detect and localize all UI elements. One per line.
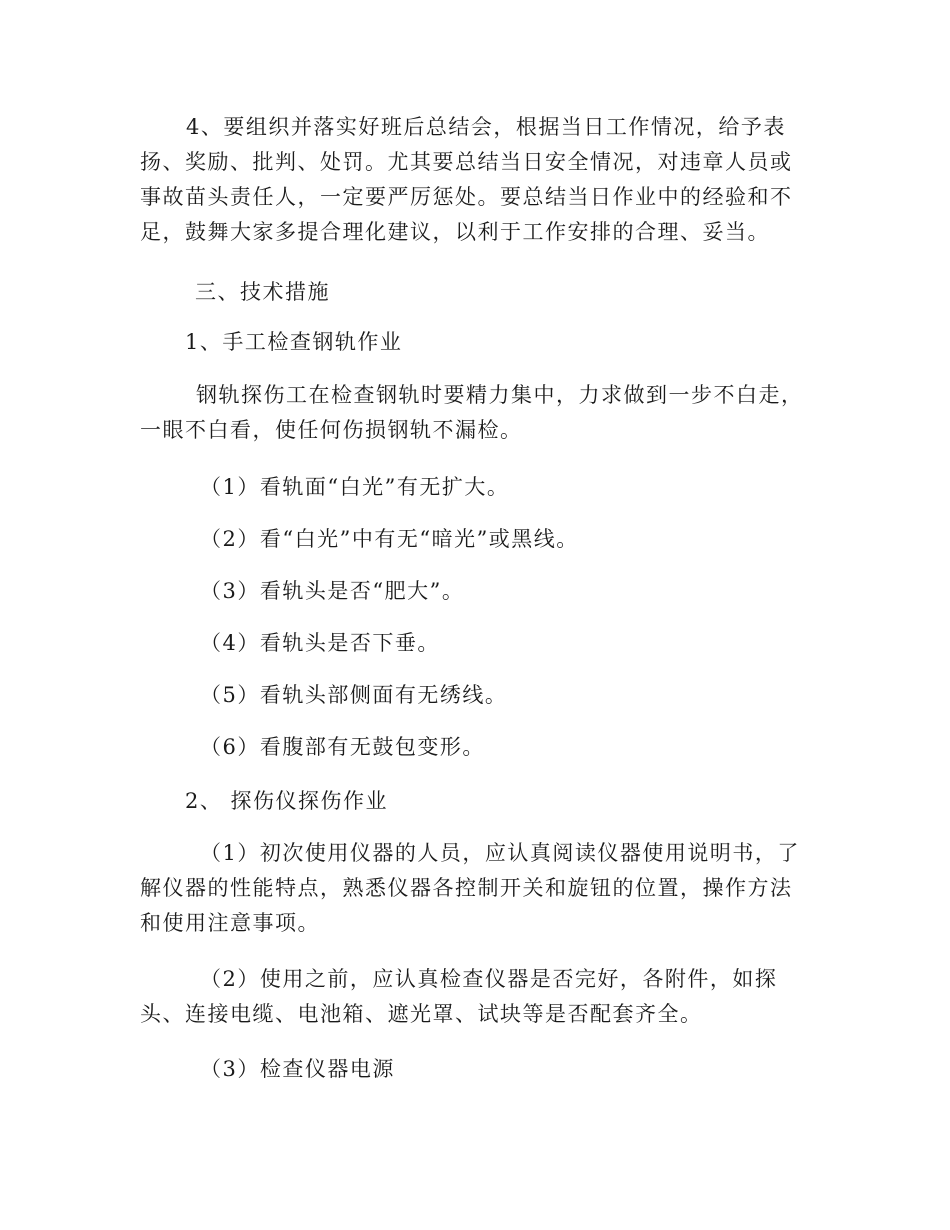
list-item-4: （4）看轨头是否下垂。 xyxy=(200,631,440,655)
subsection-heading-instrument-inspection: 2、 探伤仪探伤作业 xyxy=(185,789,389,813)
section-heading-technical-measures: 三、技术措施 xyxy=(195,280,330,304)
paragraph-instrument-first-use: （1）初次使用仪器的人员，应认真阅读仪器使用说明书，了解仪器的性能特点，熟悉仪器各控制开关和旋钮的位置，操作方法和使用注意事项。 xyxy=(140,841,800,935)
list-item-5: （5）看轨头部侧面有无绣线。 xyxy=(200,683,508,707)
paragraph-summary-meeting: 4、要组织并落实好班后总结会，根据当日工作情况，给予表扬、奖励、批判、处罚。尤其要总结当日安全情况，对违章人员或事故苗头责任人，一定要严厉惩处。要总结当日作业中的经验和不足，鼓舞大家多提合理化建议，以利于工作安排的合理、妥当。 xyxy=(140,115,793,244)
paragraph-instrument-check: （2）使用之前，应认真检查仪器是否完好，各附件，如探头、连接电缆、电池箱、遮光罩、试块等是否配套齐全。 xyxy=(140,967,778,1026)
subsection-heading-manual-inspection: 1、手工检查钢轨作业 xyxy=(185,330,403,354)
paragraph-power-check: （3）检查仪器电源 xyxy=(200,1057,395,1081)
list-item-2: （2）看“白光”中有无“暗光”或黑线。 xyxy=(200,527,579,551)
list-item-1: （1）看轨面“白光”有无扩大。 xyxy=(200,475,510,499)
paragraph-manual-inspection: 钢轨探伤工在检查钢轨时要精力集中，力求做到一步不白走，一眼不白看，使任何伤损钢轨不漏检。 xyxy=(140,383,804,442)
list-item-6: （6）看腹部有无鼓包变形。 xyxy=(200,735,485,759)
list-item-3: （3）看轨头是否“肥大”。 xyxy=(200,579,465,603)
